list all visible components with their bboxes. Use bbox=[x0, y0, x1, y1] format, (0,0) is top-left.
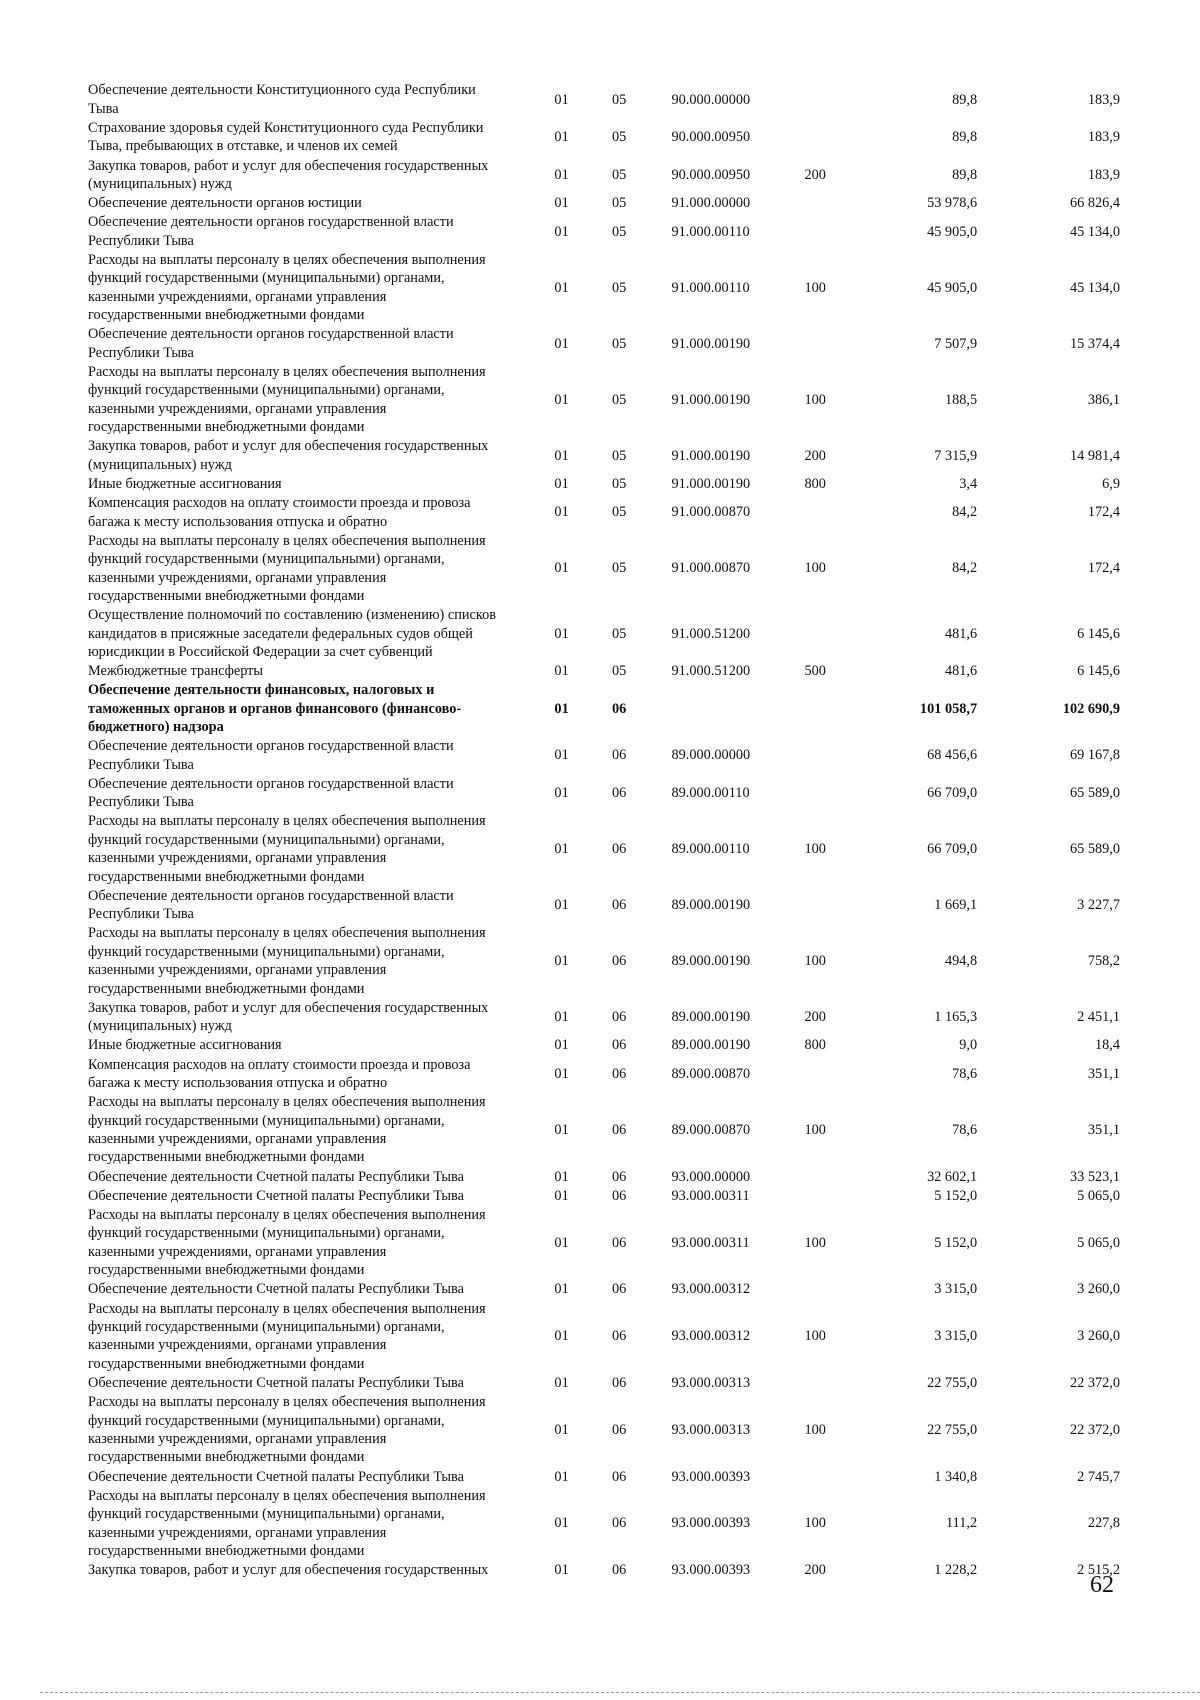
row-name: Обеспечение деятельности Счетной палаты Республики Тыва bbox=[88, 1281, 464, 1298]
target-article-code: 93.000.00311 bbox=[671, 1187, 750, 1204]
subsection-code: 05 bbox=[611, 663, 627, 680]
subsection-code: 06 bbox=[611, 1121, 627, 1138]
amount-year-2: 66 826,4 bbox=[1069, 195, 1120, 212]
target-article-code: 89.000.00870 bbox=[671, 1121, 751, 1138]
amount-year-1: 3 315,0 bbox=[934, 1281, 978, 1298]
target-article-code: 90.000.00950 bbox=[671, 129, 751, 146]
amount-year-2: 183,9 bbox=[1087, 166, 1120, 183]
amount-year-2: 65 589,0 bbox=[1069, 841, 1120, 858]
target-article-code: 89.000.00110 bbox=[671, 785, 750, 802]
subsection-code: 06 bbox=[611, 785, 627, 802]
row-name: Расходы на выплаты персоналу в целях обеспечения выполнения функций государственными (муниципальными) органами, казенными учреждениями, органами управления государственными внебюджетными фондами bbox=[88, 1094, 486, 1166]
subsection-code: 05 bbox=[611, 91, 627, 108]
row-name: Осуществление полномочий по составлению (изменению) списков кандидатов в присяжные заседатели федеральных судов общей юрисдикции в Российской Федерации за счет субвенций bbox=[88, 607, 496, 660]
amount-year-2: 15 374,4 bbox=[1069, 335, 1120, 352]
amount-year-2: 6 145,6 bbox=[1077, 625, 1120, 642]
section-code: 01 bbox=[554, 195, 569, 212]
subsection-code: 06 bbox=[611, 1234, 627, 1251]
target-article-code: 90.000.00000 bbox=[671, 91, 751, 108]
expense-type-code: 100 bbox=[804, 1234, 826, 1251]
row-name: Страхование здоровья судей Конституционного суда Республики Тыва, пребывающих в отставке, и членов их семей bbox=[88, 119, 484, 155]
subsection-code: 06 bbox=[611, 1009, 627, 1026]
section-code: 01 bbox=[554, 747, 569, 764]
subsection-code: 05 bbox=[611, 391, 627, 408]
table-row bbox=[88, 886, 1120, 924]
section-code: 01 bbox=[554, 560, 569, 577]
amount-year-2: 183,9 bbox=[1087, 91, 1120, 108]
section-code: 01 bbox=[554, 953, 569, 970]
amount-year-1: 78,6 bbox=[952, 1121, 978, 1138]
budget-table bbox=[88, 81, 1120, 1580]
section-code: 01 bbox=[554, 841, 569, 858]
subsection-code: 06 bbox=[611, 1562, 627, 1579]
amount-year-1: 45 905,0 bbox=[927, 279, 978, 296]
subsection-code: 06 bbox=[611, 1515, 627, 1532]
amount-year-2: 45 134,0 bbox=[1069, 279, 1120, 296]
row-name: Обеспечение деятельности органов государственной власти Республики Тыва bbox=[88, 214, 454, 249]
subsection-code: 05 bbox=[611, 166, 627, 183]
row-name: Обеспечение деятельности Конституционного суда Республики Тыва bbox=[88, 82, 476, 117]
amount-year-2: 3 260,0 bbox=[1077, 1281, 1120, 1298]
section-code: 01 bbox=[554, 663, 569, 680]
section-code: 01 bbox=[554, 166, 569, 183]
amount-year-2: 3 227,7 bbox=[1077, 897, 1120, 914]
expense-type-code: 100 bbox=[804, 1328, 826, 1345]
amount-year-1: 5 152,0 bbox=[934, 1234, 978, 1251]
target-article-code: 89.000.00190 bbox=[671, 1009, 751, 1026]
amount-year-1: 89,8 bbox=[952, 129, 978, 146]
section-code: 01 bbox=[554, 1468, 569, 1485]
amount-year-1: 111,2 bbox=[946, 1515, 978, 1532]
amount-year-1: 89,8 bbox=[952, 166, 978, 183]
amount-year-2: 33 523,1 bbox=[1069, 1168, 1120, 1185]
subsection-code: 06 bbox=[611, 747, 627, 764]
section-code: 01 bbox=[554, 1037, 569, 1054]
amount-year-2: 6,9 bbox=[1102, 475, 1120, 492]
table-row bbox=[88, 1467, 1120, 1486]
row-name: Обеспечение деятельности органов государственной власти Республики Тыва bbox=[88, 326, 454, 361]
target-article-code: 91.000.00190 bbox=[671, 335, 751, 352]
expense-type-code: 100 bbox=[804, 279, 826, 296]
row-name: Обеспечение деятельности Счетной палаты Республики Тыва bbox=[88, 1187, 464, 1204]
table-row bbox=[88, 363, 1120, 437]
target-article-code: 93.000.00393 bbox=[671, 1515, 751, 1532]
subsection-code: 06 bbox=[611, 1374, 627, 1391]
amount-year-2: 172,4 bbox=[1087, 560, 1120, 577]
table-row bbox=[88, 494, 1120, 532]
section-code: 01 bbox=[554, 475, 569, 492]
amount-year-2: 386,1 bbox=[1087, 391, 1120, 408]
section-code: 01 bbox=[554, 1328, 569, 1345]
table-row bbox=[88, 606, 1120, 662]
row-name: Обеспечение деятельности Счетной палаты Республики Тыва bbox=[88, 1168, 464, 1185]
section-code: 01 bbox=[554, 1009, 569, 1026]
expense-type-code: 100 bbox=[804, 1121, 826, 1138]
row-name: Расходы на выплаты персоналу в целях обеспечения выполнения функций государственными (муниципальными) органами, казенными учреждениями, органами управления государственными внебюджетными фондами bbox=[88, 1206, 486, 1279]
table-row bbox=[88, 1186, 1120, 1205]
row-name: Закупка товаров, работ и услуг для обеспечения государственных (муниципальных) нужд bbox=[88, 999, 489, 1035]
table-row bbox=[88, 924, 1120, 998]
row-name: Иные бюджетные ассигнования bbox=[88, 475, 282, 492]
amount-year-2: 69 167,8 bbox=[1069, 747, 1120, 764]
amount-year-2: 6 145,6 bbox=[1077, 663, 1120, 680]
table-row bbox=[88, 812, 1120, 886]
amount-year-1: 1 340,8 bbox=[934, 1468, 978, 1485]
row-name: Расходы на выплаты персоналу в целях обеспечения выполнения функций государственными (муниципальными) органами, казенными учреждениями, органами управления государственными внебюджетными фондами bbox=[88, 813, 486, 885]
target-article-code: 93.000.00311 bbox=[671, 1234, 750, 1251]
amount-year-1: 481,6 bbox=[944, 625, 978, 642]
subsection-code: 05 bbox=[611, 335, 627, 352]
row-name: Расходы на выплаты персоналу в целях обеспечения выполнения функций государственными (муниципальными) органами, казенными учреждениями, органами управления государственными внебюджетными фондами bbox=[88, 925, 486, 997]
table-row bbox=[88, 1280, 1120, 1299]
amount-year-1: 32 602,1 bbox=[927, 1168, 978, 1185]
row-name: Закупка товаров, работ и услуг для обеспечения государственных (муниципальных) нужд bbox=[88, 157, 489, 192]
table-row bbox=[88, 81, 1120, 119]
subsection-code: 05 bbox=[611, 504, 627, 521]
subsection-code: 06 bbox=[611, 1421, 627, 1438]
amount-year-2: 183,9 bbox=[1087, 129, 1120, 146]
subsection-code: 05 bbox=[611, 625, 627, 642]
amount-year-2: 102 690,9 bbox=[1062, 700, 1120, 717]
row-name: Обеспечение деятельности финансовых, налоговых и таможенных органов и органов финансового (финансово- бюджетного) надзора bbox=[88, 682, 462, 736]
target-article-code: 90.000.00950 bbox=[671, 166, 751, 183]
target-article-code: 91.000.00000 bbox=[671, 195, 751, 212]
amount-year-2: 2 515,2 bbox=[1077, 1562, 1120, 1579]
amount-year-2: 5 065,0 bbox=[1077, 1187, 1120, 1204]
row-name: Расходы на выплаты персоналу в целях обеспечения выполнения функций государственными (муниципальными) органами, казенными учреждениями, органами управления государственными внебюджетными фондами bbox=[88, 1487, 486, 1559]
amount-year-1: 84,2 bbox=[952, 504, 978, 521]
row-name: Обеспечение деятельности Счетной палаты Республики Тыва bbox=[88, 1374, 464, 1391]
subsection-code: 06 bbox=[611, 953, 627, 970]
target-article-code: 89.000.00190 bbox=[671, 953, 751, 970]
subsection-code: 06 bbox=[611, 1328, 627, 1345]
amount-year-1: 3 315,0 bbox=[934, 1328, 978, 1345]
subsection-code: 06 bbox=[611, 1187, 627, 1204]
amount-year-2: 351,1 bbox=[1087, 1065, 1120, 1082]
table-row bbox=[88, 437, 1120, 475]
subsection-code: 05 bbox=[611, 195, 627, 212]
amount-year-1: 481,6 bbox=[944, 663, 978, 680]
amount-year-2: 22 372,0 bbox=[1069, 1374, 1120, 1391]
table-row bbox=[88, 774, 1120, 812]
amount-year-2: 227,8 bbox=[1087, 1515, 1120, 1532]
row-name: Расходы на выплаты персоналу в целях обеспечения выполнения функций государственными (муниципальными) органами, казенными учреждениями, органами управления государственными внебюджетными фондами bbox=[88, 532, 486, 604]
amount-year-1: 494,8 bbox=[944, 953, 978, 970]
section-code: 01 bbox=[554, 1168, 569, 1185]
row-name: Расходы на выплаты персоналу в целях обеспечения выполнения функций государственными (муниципальными) органами, казенными учреждениями, органами управления государственными внебюджетными фондами bbox=[88, 1394, 486, 1466]
amount-year-1: 3,4 bbox=[959, 475, 978, 492]
row-name: Закупка товаров, работ и услуг для обеспечения государственных bbox=[88, 1562, 489, 1579]
section-code: 01 bbox=[554, 223, 569, 240]
amount-year-1: 66 709,0 bbox=[927, 841, 978, 858]
row-name: Компенсация расходов на оплату стоимости проезда и провоза багажа к месту использования отпуска и обратно bbox=[88, 1056, 471, 1092]
section-code: 01 bbox=[554, 1187, 569, 1204]
expense-type-code: 100 bbox=[804, 1421, 826, 1438]
subsection-code: 05 bbox=[611, 560, 627, 577]
subsection-code: 06 bbox=[611, 1037, 627, 1054]
target-article-code: 89.000.00190 bbox=[671, 897, 751, 914]
subsection-code: 05 bbox=[611, 223, 627, 240]
amount-year-1: 5 152,0 bbox=[934, 1187, 978, 1204]
expense-type-code: 500 bbox=[804, 663, 826, 680]
row-name: Иные бюджетные ассигнования bbox=[88, 1037, 282, 1054]
target-article-code: 91.000.51200 bbox=[671, 625, 751, 642]
table-row bbox=[88, 1393, 1120, 1467]
row-name: Обеспечение деятельности органов государственной власти Республики Тыва bbox=[88, 775, 454, 811]
table-row bbox=[88, 1055, 1120, 1093]
amount-year-1: 7 507,9 bbox=[934, 335, 978, 352]
amount-year-2: 2 745,7 bbox=[1077, 1468, 1120, 1485]
amount-year-2: 351,1 bbox=[1087, 1121, 1120, 1138]
amount-year-2: 18,4 bbox=[1094, 1037, 1120, 1054]
section-code: 01 bbox=[554, 335, 569, 352]
target-article-code: 93.000.00313 bbox=[671, 1421, 751, 1438]
section-code: 01 bbox=[554, 1121, 569, 1138]
target-article-code: 91.000.00110 bbox=[671, 223, 750, 240]
target-article-code: 91.000.00870 bbox=[671, 504, 751, 521]
expense-type-code: 100 bbox=[804, 841, 826, 858]
section-code: 01 bbox=[554, 1374, 569, 1391]
amount-year-2: 172,4 bbox=[1087, 504, 1120, 521]
amount-year-1: 89,8 bbox=[952, 91, 978, 108]
row-name: Расходы на выплаты персоналу в целях обеспечения выполнения функций государственными (муниципальными) органами, казенными учреждениями, органами управления государственными внебюджетными фондами bbox=[88, 363, 486, 436]
section-code: 01 bbox=[554, 1421, 569, 1438]
section-code: 01 bbox=[554, 129, 569, 146]
section-code: 01 bbox=[554, 625, 569, 642]
table-row bbox=[88, 1374, 1120, 1393]
table-row bbox=[88, 1486, 1120, 1560]
target-article-code: 89.000.00870 bbox=[671, 1065, 751, 1082]
expense-type-code: 100 bbox=[804, 560, 826, 577]
section-code: 01 bbox=[554, 504, 569, 521]
row-name: Обеспечение деятельности органов государственной власти Республики Тыва bbox=[88, 738, 454, 773]
amount-year-1: 66 709,0 bbox=[927, 785, 978, 802]
table-row bbox=[88, 213, 1120, 251]
subsection-code: 06 bbox=[611, 897, 627, 914]
target-article-code: 93.000.00313 bbox=[671, 1374, 751, 1391]
row-name: Расходы на выплаты персоналу в целях обеспечения выполнения функций государственными (муниципальными) органами, казенными учреждениями, органами управления государственными внебюджетными фондами bbox=[88, 251, 486, 324]
row-name: Расходы на выплаты персоналу в целях обеспечения выполнения функций государственными (муниципальными) органами, казенными учреждениями, органами управления государственными внебюджетными фондами bbox=[88, 1300, 486, 1372]
amount-year-2: 45 134,0 bbox=[1069, 223, 1120, 240]
subsection-code: 06 bbox=[611, 1281, 627, 1298]
target-article-code: 91.000.00190 bbox=[671, 475, 751, 492]
subsection-code: 06 bbox=[611, 1468, 627, 1485]
expense-type-code: 800 bbox=[804, 1037, 826, 1054]
table-row bbox=[88, 194, 1120, 213]
subsection-code: 06 bbox=[611, 841, 627, 858]
amount-year-2: 3 260,0 bbox=[1077, 1328, 1120, 1345]
expense-type-code: 200 bbox=[804, 447, 826, 464]
target-article-code: 89.000.00190 bbox=[671, 1037, 751, 1054]
table-row bbox=[88, 251, 1120, 325]
section-code: 01 bbox=[554, 700, 569, 717]
target-article-code: 91.000.00190 bbox=[671, 391, 751, 408]
amount-year-1: 1 669,1 bbox=[934, 897, 978, 914]
subsection-code: 05 bbox=[611, 129, 627, 146]
page-number: 62 bbox=[1090, 1572, 1114, 1598]
amount-year-1: 22 755,0 bbox=[927, 1421, 978, 1438]
amount-year-1: 84,2 bbox=[952, 560, 978, 577]
footer-rule bbox=[40, 1692, 1200, 1693]
table-row bbox=[88, 325, 1120, 363]
expense-type-code: 200 bbox=[804, 1009, 826, 1026]
amount-year-2: 22 372,0 bbox=[1069, 1421, 1120, 1438]
expense-type-code: 800 bbox=[804, 475, 826, 492]
amount-year-1: 22 755,0 bbox=[927, 1374, 978, 1391]
amount-year-2: 5 065,0 bbox=[1077, 1234, 1120, 1251]
amount-year-1: 45 905,0 bbox=[927, 223, 978, 240]
row-name: Обеспечение деятельности органов государственной власти Республики Тыва bbox=[88, 887, 454, 923]
table-row bbox=[88, 737, 1120, 775]
amount-year-1: 53 978,6 bbox=[927, 195, 978, 212]
table-row bbox=[88, 1093, 1120, 1167]
amount-year-1: 1 165,3 bbox=[934, 1009, 978, 1026]
row-name: Закупка товаров, работ и услуг для обеспечения государственных (муниципальных) нужд bbox=[88, 438, 489, 473]
section-code: 01 bbox=[554, 1562, 569, 1579]
section-code: 01 bbox=[554, 447, 569, 464]
amount-year-2: 65 589,0 bbox=[1069, 785, 1120, 802]
subsection-code: 06 bbox=[611, 1168, 627, 1185]
amount-year-2: 14 981,4 bbox=[1069, 447, 1120, 464]
amount-year-1: 7 315,9 bbox=[934, 447, 978, 464]
target-article-code: 93.000.00393 bbox=[671, 1468, 751, 1485]
table-row bbox=[88, 681, 1120, 737]
section-code: 01 bbox=[554, 1065, 569, 1082]
table-row bbox=[88, 475, 1120, 494]
expense-type-code: 100 bbox=[804, 1515, 826, 1532]
target-article-code: 91.000.00870 bbox=[671, 560, 751, 577]
expense-type-code: 100 bbox=[804, 391, 826, 408]
amount-year-1: 188,5 bbox=[944, 391, 978, 408]
table-row bbox=[88, 1561, 1120, 1580]
subsection-code: 06 bbox=[611, 1065, 627, 1082]
table-row bbox=[88, 1036, 1120, 1055]
section-code: 01 bbox=[554, 897, 569, 914]
expense-type-code: 200 bbox=[804, 1562, 826, 1579]
table-row bbox=[88, 1206, 1120, 1280]
target-article-code: 93.000.00393 bbox=[671, 1562, 751, 1579]
target-article-code: 93.000.00312 bbox=[671, 1281, 751, 1298]
row-name: Обеспечение деятельности Счетной палаты Республики Тыва bbox=[88, 1468, 464, 1485]
subsection-code: 05 bbox=[611, 279, 627, 296]
target-article-code: 93.000.00312 bbox=[671, 1328, 751, 1345]
row-name: Обеспечение деятельности органов юстиции bbox=[88, 195, 362, 212]
target-article-code: 93.000.00000 bbox=[671, 1168, 751, 1185]
expense-type-code: 100 bbox=[804, 953, 826, 970]
row-name: Компенсация расходов на оплату стоимости проезда и провоза багажа к месту использования отпуска и обратно bbox=[88, 495, 471, 530]
amount-year-1: 9,0 bbox=[959, 1037, 978, 1054]
target-article-code: 91.000.00190 bbox=[671, 447, 751, 464]
section-code: 01 bbox=[554, 1515, 569, 1532]
table-row bbox=[88, 156, 1120, 194]
amount-year-2: 758,2 bbox=[1087, 953, 1120, 970]
table-row bbox=[88, 998, 1120, 1036]
amount-year-1: 78,6 bbox=[952, 1065, 978, 1082]
target-article-code: 91.000.00110 bbox=[671, 279, 750, 296]
row-name: Межбюджетные трансферты bbox=[88, 663, 264, 680]
table-row bbox=[88, 119, 1120, 157]
amount-year-1: 1 228,2 bbox=[934, 1562, 978, 1579]
table-row bbox=[88, 1299, 1120, 1373]
section-code: 01 bbox=[554, 785, 569, 802]
subsection-code: 05 bbox=[611, 447, 627, 464]
table-row bbox=[88, 1167, 1120, 1186]
target-article-code: 89.000.00000 bbox=[671, 747, 751, 764]
section-code: 01 bbox=[554, 1281, 569, 1298]
section-code: 01 bbox=[554, 279, 569, 296]
section-code: 01 bbox=[554, 91, 569, 108]
table-row bbox=[88, 531, 1120, 605]
amount-year-1: 101 058,7 bbox=[919, 700, 978, 717]
subsection-code: 05 bbox=[611, 475, 627, 492]
table-row bbox=[88, 662, 1120, 681]
amount-year-2: 2 451,1 bbox=[1077, 1009, 1120, 1026]
subsection-code: 06 bbox=[611, 700, 627, 717]
target-article-code: 89.000.00110 bbox=[671, 841, 750, 858]
amount-year-1: 68 456,6 bbox=[927, 747, 978, 764]
target-article-code: 91.000.51200 bbox=[671, 663, 751, 680]
section-code: 01 bbox=[554, 1234, 569, 1251]
section-code: 01 bbox=[554, 391, 569, 408]
expense-type-code: 200 bbox=[804, 166, 826, 183]
